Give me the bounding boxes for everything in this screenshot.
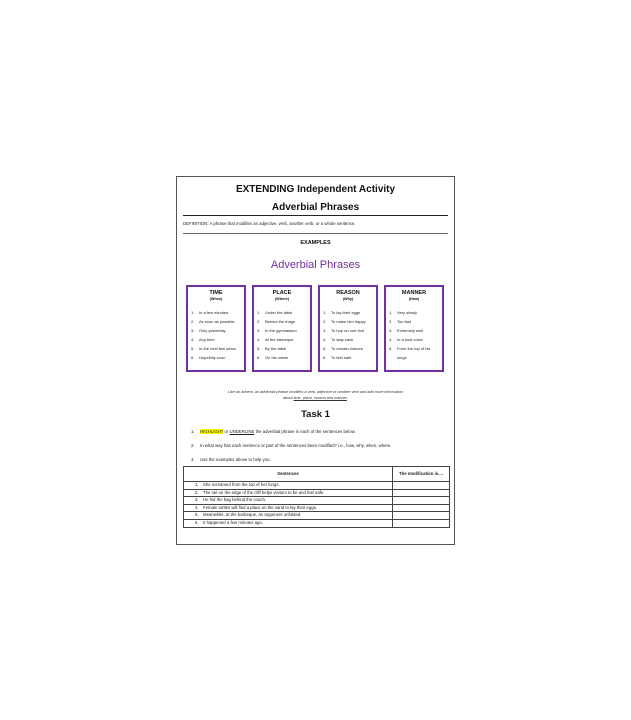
table-row: 1. She screamed from the top of her lungs. (184, 482, 450, 490)
note-line: about time, place, reason and manner. (283, 396, 348, 400)
list-item: 4. Any time (191, 336, 215, 342)
category-subheading: (Where) (274, 297, 290, 301)
list-item: 3. In the gymnasium (257, 327, 297, 333)
definition-divider (183, 233, 448, 234)
header-modification: The modification is.... (393, 467, 450, 482)
list-item: 2. As soon as possible (191, 318, 235, 324)
table-row: 4. Female turtles will find a place on the sand to lay their eggs. (184, 504, 450, 512)
answer-cell[interactable] (393, 482, 450, 490)
list-item: 1. To lay their eggs (323, 310, 361, 315)
category-heading: MANNER (401, 290, 427, 296)
list-item: 3. Extremely well (389, 327, 423, 333)
list-item: 1. Under the table (257, 310, 293, 315)
instruction-1: 1. HIGHLIGHT or UNDERLINE the adverbial phrase in each of the sentences below. (191, 429, 356, 434)
examples-title: Adverbial Phrases (270, 259, 361, 271)
instruction-3: 3. Use the examples above to help you. (191, 457, 271, 462)
note-line: Like an adverb, an adverbial phrase modifies a verb, adjective or another verb and add more information (227, 390, 404, 394)
list-item: 4. To stay calm (323, 336, 354, 342)
list-item: 2. Too fast (389, 318, 412, 324)
definition-text: DEFINITION: A phrase that modifies an adjective, verb, another verb, or a whole sentence. (183, 221, 356, 226)
category-box-manner (384, 285, 444, 372)
instruction-2: 2. In what way has each sentence or part of the sentences been modified? i.e., how, why, when, where. (191, 443, 392, 448)
category-box-place (252, 285, 312, 372)
category-heading: TIME (209, 290, 223, 296)
sentence-text: The rail on the edge of the cliff helps visitors to be and feel safe. (203, 489, 325, 495)
examples-heading: EXAMPLES (300, 240, 331, 246)
highlight-word: HIGHLIGHT (200, 429, 224, 434)
sentence-text: Female turtles will find a place on the sand to lay their eggs. (203, 504, 317, 510)
worksheet-title: EXTENDING Independent Activity (235, 184, 396, 195)
answer-cell[interactable] (393, 519, 450, 527)
answer-cell[interactable] (393, 504, 450, 512)
list-item: 5. To remain indoors (323, 345, 363, 351)
category-box-reason (318, 285, 378, 372)
header-sentences: Sentences (184, 467, 393, 482)
answer-cell[interactable] (393, 497, 450, 505)
table-row: 5. Meanwhile, at the barbeque, an argument unfolded. (184, 512, 450, 520)
list-item: 3. To hop on one foot (323, 327, 365, 333)
category-subheading: (How) (408, 297, 420, 301)
table-row: 2. The rail on the edge of the cliff helps visitors to be and feel safe. (184, 489, 450, 497)
list-item: 6. On his cheek (257, 354, 289, 360)
list-item: 3. Only yesterday (191, 327, 226, 333)
list-item: lungs (397, 354, 407, 360)
list-item: 1. Very slowly (389, 310, 418, 315)
category-heading: REASON (336, 290, 360, 296)
explanatory-note (197, 389, 434, 401)
list-item: 2. To make him happy (323, 318, 366, 324)
list-item: 6. Hopefully soon (191, 354, 226, 360)
list-item: 2. Behind the fridge (257, 318, 296, 324)
task-title: Task 1 (301, 409, 330, 420)
list-item: 4. In a loud voice (389, 336, 423, 342)
title-divider (183, 215, 448, 216)
list-item: 1. In a few minutes (191, 310, 229, 315)
list-item: 5. From the top of his (389, 345, 431, 351)
underline-word: UNDERLINE (229, 429, 255, 434)
worksheet-page (176, 176, 455, 545)
category-subheading: (Why) (342, 297, 354, 301)
sentence-text: Meanwhile, at the barbeque, an argument unfolded. (203, 512, 302, 518)
table-row: 3. He hid the bag behind the couch. (184, 497, 450, 505)
sentences-table (183, 466, 450, 528)
sentence-text: He hid the bag behind the couch. (203, 497, 267, 503)
table-header-row (184, 467, 450, 482)
sentence-text: She screamed from the top of her lungs. (203, 482, 280, 487)
table-row: 6. It happened a few minutes ago. (184, 519, 450, 527)
list-item: 5. In the next few years (191, 345, 236, 351)
worksheet-subtitle: Adverbial Phrases (271, 202, 360, 213)
list-item: 4. At the barbeque (257, 336, 294, 342)
category-subheading: (When) (209, 297, 223, 301)
list-item: 5. By the table (257, 345, 287, 351)
answer-cell[interactable] (393, 512, 450, 520)
category-box-time (186, 285, 246, 372)
answer-cell[interactable] (393, 489, 450, 497)
sentence-text: It happened a few minutes ago. (203, 519, 263, 525)
list-item: 6. To feel safe (323, 354, 352, 360)
category-heading: PLACE (272, 290, 292, 296)
